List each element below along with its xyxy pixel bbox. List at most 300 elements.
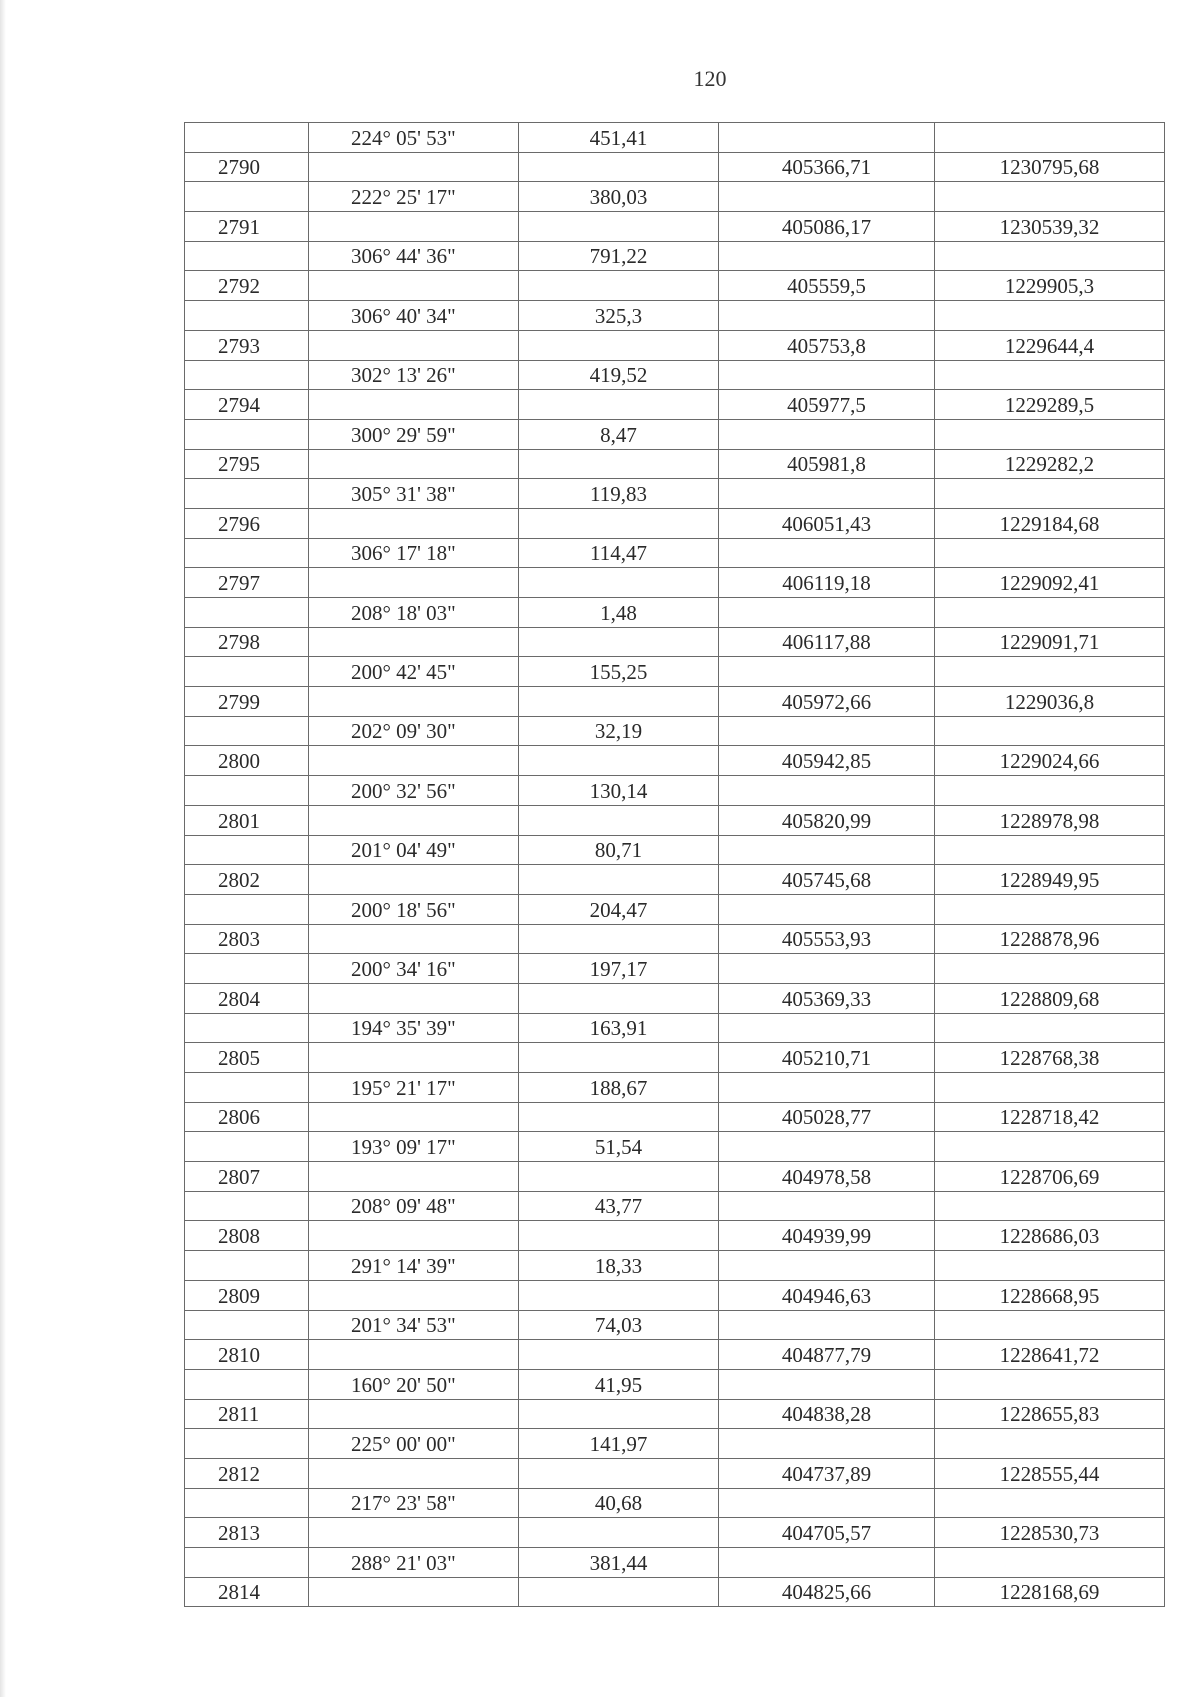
x-coordinate-cell — [719, 479, 935, 509]
distance-cell: 74,03 — [519, 1310, 719, 1340]
x-coordinate-cell: 404737,89 — [719, 1458, 935, 1488]
point-number-cell — [185, 1132, 309, 1162]
x-coordinate-cell: 404825,66 — [719, 1577, 935, 1607]
distance-cell: 80,71 — [519, 835, 719, 865]
point-row — [185, 1043, 1165, 1073]
point-row — [185, 1577, 1165, 1607]
y-coordinate-cell — [935, 1488, 1165, 1518]
y-coordinate-cell — [935, 538, 1165, 568]
segment-row — [185, 1132, 1165, 1162]
coordinates-table — [184, 122, 1165, 1607]
x-coordinate-cell: 405942,85 — [719, 746, 935, 776]
point-number-cell — [185, 1548, 309, 1578]
direction-angle-cell: 201° 04' 49" — [309, 835, 519, 865]
y-coordinate-cell: 1228768,38 — [935, 1043, 1165, 1073]
x-coordinate-cell — [719, 1488, 935, 1518]
distance-cell — [519, 212, 719, 242]
point-number-cell — [185, 1073, 309, 1103]
y-coordinate-cell — [935, 1191, 1165, 1221]
direction-angle-cell: 291° 14' 39" — [309, 1251, 519, 1281]
y-coordinate-cell — [935, 894, 1165, 924]
y-coordinate-cell — [935, 657, 1165, 687]
direction-angle-cell: 160° 20' 50" — [309, 1369, 519, 1399]
point-row — [185, 568, 1165, 598]
segment-row — [185, 894, 1165, 924]
point-row — [185, 1518, 1165, 1548]
point-number-cell — [185, 1429, 309, 1459]
direction-angle-cell — [309, 1399, 519, 1429]
point-row — [185, 152, 1165, 182]
point-number-cell: 2808 — [185, 1221, 309, 1251]
x-coordinate-cell: 405745,68 — [719, 865, 935, 895]
distance-cell — [519, 924, 719, 954]
distance-cell — [519, 627, 719, 657]
x-coordinate-cell: 405210,71 — [719, 1043, 935, 1073]
y-coordinate-cell: 1228978,98 — [935, 805, 1165, 835]
x-coordinate-cell: 405369,33 — [719, 983, 935, 1013]
x-coordinate-cell: 404838,28 — [719, 1399, 935, 1429]
x-coordinate-cell — [719, 241, 935, 271]
distance-cell: 163,91 — [519, 1013, 719, 1043]
point-number-cell: 2797 — [185, 568, 309, 598]
distance-cell: 8,47 — [519, 419, 719, 449]
x-coordinate-cell — [719, 657, 935, 687]
segment-row — [185, 241, 1165, 271]
point-row — [185, 271, 1165, 301]
x-coordinate-cell — [719, 1013, 935, 1043]
x-coordinate-cell: 404705,57 — [719, 1518, 935, 1548]
direction-angle-cell — [309, 924, 519, 954]
y-coordinate-cell — [935, 776, 1165, 806]
point-number-cell — [185, 538, 309, 568]
direction-angle-cell: 208° 18' 03" — [309, 598, 519, 628]
segment-row — [185, 1251, 1165, 1281]
segment-row — [185, 1369, 1165, 1399]
segment-row — [185, 598, 1165, 628]
y-coordinate-cell: 1228718,42 — [935, 1102, 1165, 1132]
direction-angle-cell: 306° 40' 34" — [309, 301, 519, 331]
x-coordinate-cell: 405753,8 — [719, 330, 935, 360]
x-coordinate-cell — [719, 835, 935, 865]
point-number-cell: 2809 — [185, 1280, 309, 1310]
point-number-cell: 2802 — [185, 865, 309, 895]
point-number-cell — [185, 360, 309, 390]
y-coordinate-cell: 1228555,44 — [935, 1458, 1165, 1488]
distance-cell — [519, 449, 719, 479]
point-number-cell: 2794 — [185, 390, 309, 420]
direction-angle-cell — [309, 1518, 519, 1548]
point-number-cell: 2799 — [185, 687, 309, 717]
y-coordinate-cell: 1228168,69 — [935, 1577, 1165, 1607]
distance-cell: 419,52 — [519, 360, 719, 390]
distance-cell — [519, 390, 719, 420]
segment-row — [185, 657, 1165, 687]
direction-angle-cell: 201° 34' 53" — [309, 1310, 519, 1340]
distance-cell: 43,77 — [519, 1191, 719, 1221]
segment-row — [185, 479, 1165, 509]
point-number-cell — [185, 894, 309, 924]
point-row — [185, 390, 1165, 420]
x-coordinate-cell — [719, 123, 935, 153]
point-number-cell: 2812 — [185, 1458, 309, 1488]
y-coordinate-cell — [935, 241, 1165, 271]
direction-angle-cell: 200° 42' 45" — [309, 657, 519, 687]
point-number-cell: 2814 — [185, 1577, 309, 1607]
x-coordinate-cell: 404978,58 — [719, 1162, 935, 1192]
segment-row — [185, 123, 1165, 153]
point-number-cell — [185, 241, 309, 271]
distance-cell: 40,68 — [519, 1488, 719, 1518]
point-row — [185, 1102, 1165, 1132]
x-coordinate-cell — [719, 1132, 935, 1162]
segment-row — [185, 1548, 1165, 1578]
distance-cell: 204,47 — [519, 894, 719, 924]
x-coordinate-cell: 404877,79 — [719, 1340, 935, 1370]
y-coordinate-cell: 1228530,73 — [935, 1518, 1165, 1548]
distance-cell — [519, 1340, 719, 1370]
point-number-cell — [185, 123, 309, 153]
y-coordinate-cell: 1229091,71 — [935, 627, 1165, 657]
point-number-cell — [185, 1251, 309, 1281]
direction-angle-cell — [309, 865, 519, 895]
x-coordinate-cell: 406119,18 — [719, 568, 935, 598]
y-coordinate-cell — [935, 479, 1165, 509]
direction-angle-cell: 306° 17' 18" — [309, 538, 519, 568]
distance-cell — [519, 152, 719, 182]
distance-cell: 119,83 — [519, 479, 719, 509]
point-number-cell: 2800 — [185, 746, 309, 776]
distance-cell — [519, 330, 719, 360]
distance-cell: 141,97 — [519, 1429, 719, 1459]
direction-angle-cell: 302° 13' 26" — [309, 360, 519, 390]
distance-cell: 130,14 — [519, 776, 719, 806]
point-number-cell: 2791 — [185, 212, 309, 242]
page-number: 120 — [693, 66, 727, 91]
direction-angle-cell — [309, 805, 519, 835]
y-coordinate-cell — [935, 1251, 1165, 1281]
y-coordinate-cell: 1229024,66 — [935, 746, 1165, 776]
distance-cell — [519, 1102, 719, 1132]
point-row — [185, 330, 1165, 360]
distance-cell — [519, 1043, 719, 1073]
y-coordinate-cell: 1229092,41 — [935, 568, 1165, 598]
y-coordinate-cell: 1229036,8 — [935, 687, 1165, 717]
y-coordinate-cell: 1228949,95 — [935, 865, 1165, 895]
point-number-cell — [185, 479, 309, 509]
point-row — [185, 1280, 1165, 1310]
x-coordinate-cell: 405820,99 — [719, 805, 935, 835]
distance-cell: 188,67 — [519, 1073, 719, 1103]
direction-angle-cell — [309, 687, 519, 717]
distance-cell — [519, 1221, 719, 1251]
x-coordinate-cell — [719, 419, 935, 449]
distance-cell — [519, 687, 719, 717]
x-coordinate-cell: 405366,71 — [719, 152, 935, 182]
distance-cell: 325,3 — [519, 301, 719, 331]
distance-cell: 791,22 — [519, 241, 719, 271]
x-coordinate-cell — [719, 716, 935, 746]
direction-angle-cell — [309, 983, 519, 1013]
point-number-cell: 2813 — [185, 1518, 309, 1548]
distance-cell — [519, 1280, 719, 1310]
direction-angle-cell: 305° 31' 38" — [309, 479, 519, 509]
direction-angle-cell — [309, 1102, 519, 1132]
point-number-cell — [185, 1013, 309, 1043]
direction-angle-cell — [309, 152, 519, 182]
point-number-cell: 2792 — [185, 271, 309, 301]
x-coordinate-cell — [719, 776, 935, 806]
point-row — [185, 687, 1165, 717]
direction-angle-cell — [309, 271, 519, 301]
distance-cell: 51,54 — [519, 1132, 719, 1162]
x-coordinate-cell — [719, 301, 935, 331]
point-row — [185, 449, 1165, 479]
y-coordinate-cell — [935, 716, 1165, 746]
direction-angle-cell — [309, 746, 519, 776]
point-number-cell — [185, 954, 309, 984]
y-coordinate-cell — [935, 1013, 1165, 1043]
direction-angle-cell: 217° 23' 58" — [309, 1488, 519, 1518]
direction-angle-cell: 193° 09' 17" — [309, 1132, 519, 1162]
point-row — [185, 746, 1165, 776]
point-row — [185, 865, 1165, 895]
segment-row — [185, 1191, 1165, 1221]
y-coordinate-cell — [935, 1548, 1165, 1578]
direction-angle-cell — [309, 1280, 519, 1310]
distance-cell — [519, 1518, 719, 1548]
distance-cell: 1,48 — [519, 598, 719, 628]
x-coordinate-cell — [719, 894, 935, 924]
y-coordinate-cell: 1228641,72 — [935, 1340, 1165, 1370]
x-coordinate-cell — [719, 1191, 935, 1221]
direction-angle-cell — [309, 1577, 519, 1607]
x-coordinate-cell — [719, 360, 935, 390]
point-row — [185, 1162, 1165, 1192]
y-coordinate-cell — [935, 1073, 1165, 1103]
point-row — [185, 805, 1165, 835]
y-coordinate-cell: 1228809,68 — [935, 983, 1165, 1013]
segment-row — [185, 1429, 1165, 1459]
distance-cell: 41,95 — [519, 1369, 719, 1399]
distance-cell — [519, 746, 719, 776]
point-row — [185, 212, 1165, 242]
distance-cell: 114,47 — [519, 538, 719, 568]
x-coordinate-cell: 405977,5 — [719, 390, 935, 420]
point-number-cell: 2804 — [185, 983, 309, 1013]
direction-angle-cell: 208° 09' 48" — [309, 1191, 519, 1221]
x-coordinate-cell: 405553,93 — [719, 924, 935, 954]
segment-row — [185, 1488, 1165, 1518]
y-coordinate-cell: 1229282,2 — [935, 449, 1165, 479]
distance-cell: 381,44 — [519, 1548, 719, 1578]
y-coordinate-cell: 1229644,4 — [935, 330, 1165, 360]
x-coordinate-cell — [719, 182, 935, 212]
direction-angle-cell: 224° 05' 53" — [309, 123, 519, 153]
direction-angle-cell: 200° 32' 56" — [309, 776, 519, 806]
point-row — [185, 1458, 1165, 1488]
point-row — [185, 1399, 1165, 1429]
direction-angle-cell: 225° 00' 00" — [309, 1429, 519, 1459]
x-coordinate-cell: 405972,66 — [719, 687, 935, 717]
direction-angle-cell — [309, 390, 519, 420]
y-coordinate-cell — [935, 419, 1165, 449]
distance-cell — [519, 805, 719, 835]
y-coordinate-cell: 1228668,95 — [935, 1280, 1165, 1310]
direction-angle-cell: 288° 21' 03" — [309, 1548, 519, 1578]
point-row — [185, 1221, 1165, 1251]
distance-cell — [519, 1399, 719, 1429]
y-coordinate-cell — [935, 360, 1165, 390]
x-coordinate-cell — [719, 1429, 935, 1459]
point-number-cell: 2805 — [185, 1043, 309, 1073]
point-row — [185, 983, 1165, 1013]
direction-angle-cell — [309, 627, 519, 657]
x-coordinate-cell — [719, 538, 935, 568]
y-coordinate-cell: 1229905,3 — [935, 271, 1165, 301]
point-number-cell: 2790 — [185, 152, 309, 182]
direction-angle-cell — [309, 1043, 519, 1073]
point-number-cell — [185, 419, 309, 449]
point-number-cell — [185, 1310, 309, 1340]
direction-angle-cell: 306° 44' 36" — [309, 241, 519, 271]
segment-row — [185, 538, 1165, 568]
segment-row — [185, 419, 1165, 449]
x-coordinate-cell — [719, 1073, 935, 1103]
segment-row — [185, 776, 1165, 806]
distance-cell — [519, 1458, 719, 1488]
y-coordinate-cell: 1228706,69 — [935, 1162, 1165, 1192]
y-coordinate-cell — [935, 1132, 1165, 1162]
table-body — [185, 123, 1165, 1607]
point-number-cell: 2806 — [185, 1102, 309, 1132]
y-coordinate-cell: 1230795,68 — [935, 152, 1165, 182]
y-coordinate-cell: 1228655,83 — [935, 1399, 1165, 1429]
point-number-cell — [185, 1369, 309, 1399]
distance-cell — [519, 271, 719, 301]
point-row — [185, 627, 1165, 657]
direction-angle-cell — [309, 330, 519, 360]
point-number-cell — [185, 182, 309, 212]
distance-cell — [519, 983, 719, 1013]
direction-angle-cell: 200° 34' 16" — [309, 954, 519, 984]
distance-cell — [519, 1162, 719, 1192]
segment-row — [185, 360, 1165, 390]
direction-angle-cell — [309, 1162, 519, 1192]
y-coordinate-cell — [935, 123, 1165, 153]
x-coordinate-cell — [719, 598, 935, 628]
distance-cell: 451,41 — [519, 123, 719, 153]
y-coordinate-cell: 1229289,5 — [935, 390, 1165, 420]
x-coordinate-cell — [719, 1310, 935, 1340]
segment-row — [185, 1073, 1165, 1103]
point-number-cell — [185, 716, 309, 746]
x-coordinate-cell: 405086,17 — [719, 212, 935, 242]
point-row — [185, 508, 1165, 538]
point-number-cell: 2793 — [185, 330, 309, 360]
direction-angle-cell — [309, 568, 519, 598]
point-number-cell: 2803 — [185, 924, 309, 954]
x-coordinate-cell: 406051,43 — [719, 508, 935, 538]
direction-angle-cell — [309, 212, 519, 242]
direction-angle-cell: 200° 18' 56" — [309, 894, 519, 924]
distance-cell: 380,03 — [519, 182, 719, 212]
y-coordinate-cell — [935, 1310, 1165, 1340]
segment-row — [185, 182, 1165, 212]
direction-angle-cell: 202° 09' 30" — [309, 716, 519, 746]
point-number-cell — [185, 1488, 309, 1518]
y-coordinate-cell — [935, 301, 1165, 331]
x-coordinate-cell: 406117,88 — [719, 627, 935, 657]
y-coordinate-cell — [935, 598, 1165, 628]
y-coordinate-cell: 1229184,68 — [935, 508, 1165, 538]
distance-cell: 197,17 — [519, 954, 719, 984]
y-coordinate-cell: 1230539,32 — [935, 212, 1165, 242]
point-number-cell — [185, 301, 309, 331]
point-number-cell — [185, 776, 309, 806]
x-coordinate-cell: 405559,5 — [719, 271, 935, 301]
distance-cell — [519, 568, 719, 598]
direction-angle-cell — [309, 1340, 519, 1370]
direction-angle-cell — [309, 1221, 519, 1251]
x-coordinate-cell: 405981,8 — [719, 449, 935, 479]
segment-row — [185, 301, 1165, 331]
distance-cell: 155,25 — [519, 657, 719, 687]
x-coordinate-cell: 405028,77 — [719, 1102, 935, 1132]
x-coordinate-cell — [719, 954, 935, 984]
y-coordinate-cell — [935, 182, 1165, 212]
point-number-cell — [185, 598, 309, 628]
direction-angle-cell: 222° 25' 17" — [309, 182, 519, 212]
point-number-cell: 2801 — [185, 805, 309, 835]
distance-cell — [519, 865, 719, 895]
y-coordinate-cell: 1228878,96 — [935, 924, 1165, 954]
distance-cell: 32,19 — [519, 716, 719, 746]
point-number-cell — [185, 657, 309, 687]
y-coordinate-cell — [935, 954, 1165, 984]
direction-angle-cell: 195° 21' 17" — [309, 1073, 519, 1103]
y-coordinate-cell — [935, 1429, 1165, 1459]
point-row — [185, 1340, 1165, 1370]
point-number-cell: 2811 — [185, 1399, 309, 1429]
point-number-cell: 2810 — [185, 1340, 309, 1370]
x-coordinate-cell: 404939,99 — [719, 1221, 935, 1251]
direction-angle-cell — [309, 1458, 519, 1488]
y-coordinate-cell: 1228686,03 — [935, 1221, 1165, 1251]
point-number-cell: 2796 — [185, 508, 309, 538]
direction-angle-cell — [309, 449, 519, 479]
point-number-cell: 2807 — [185, 1162, 309, 1192]
point-number-cell: 2795 — [185, 449, 309, 479]
x-coordinate-cell: 404946,63 — [719, 1280, 935, 1310]
y-coordinate-cell — [935, 835, 1165, 865]
y-coordinate-cell — [935, 1369, 1165, 1399]
x-coordinate-cell — [719, 1548, 935, 1578]
direction-angle-cell: 194° 35' 39" — [309, 1013, 519, 1043]
point-number-cell — [185, 1191, 309, 1221]
point-number-cell: 2798 — [185, 627, 309, 657]
segment-row — [185, 835, 1165, 865]
distance-cell: 18,33 — [519, 1251, 719, 1281]
point-row — [185, 924, 1165, 954]
x-coordinate-cell — [719, 1251, 935, 1281]
direction-angle-cell — [309, 508, 519, 538]
distance-cell — [519, 508, 719, 538]
segment-row — [185, 716, 1165, 746]
segment-row — [185, 1310, 1165, 1340]
point-number-cell — [185, 835, 309, 865]
distance-cell — [519, 1577, 719, 1607]
segment-row — [185, 954, 1165, 984]
